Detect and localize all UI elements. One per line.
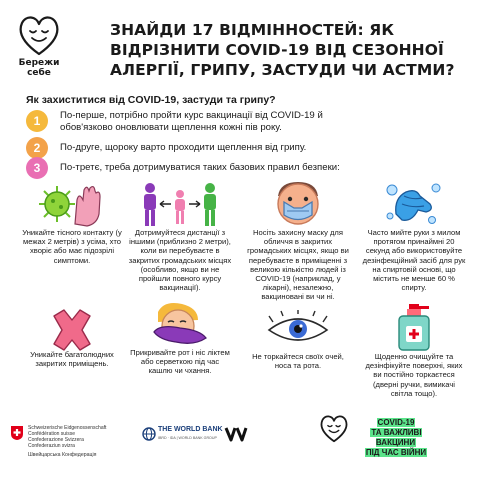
step-1-text: По-перше, потрібно пройти курс вакцинації від COVID-19 й обов'язково оновлювати щеплення кожні пів року. [60,110,323,133]
swiss-cross-icon [10,425,24,441]
step-1 [26,110,360,134]
swiss-government-text [28,425,128,449]
world-bank-name: THE WORLD BANK [158,426,223,433]
swiss-line-3: Confederazione Svizzera [28,437,84,443]
campaign-line-3: ПІД ЧАС ВІЙНИ [365,448,427,457]
crossed-people-icon [48,308,96,352]
tip-dont-touch-face-text: Не торкайтеся своїх очей, носа та рота. [252,352,344,371]
campaign-heart-icon [318,414,350,444]
handwash-icon [382,180,446,228]
world-bank-globe-icon [142,427,156,441]
step-2 [26,137,390,159]
swiss-line-1: Schweizerische Eidgenossenschaft [28,425,107,431]
swiss-line-4: Confederaziun svizra [28,443,75,449]
sanitizer-icon [391,302,437,352]
virus-hand-icon [37,180,107,228]
eye-icon [265,310,331,348]
brand-name-line2: себе [27,68,51,78]
sneeze-face-icon [150,302,210,348]
step-1-number: 1 [26,110,48,132]
campaign-line-2: ТА ВАЖЛИВІ ВАКЦИНИ [371,428,422,447]
tip-wear-mask-text: Носіть захисну маску для обличчя в закритих громадських місцях, якщо ви перебуваєте в приміщенні з великою кількістю людей із COVID-19 (наприклад, у лікарні), незалежно, вакциновані ви чи ні. [247,228,349,302]
tip-disinfect-text: Щоденно очищуйте та дезінфікуйте поверхні, яких ви постійно торкаєтеся (дверні ручки, вимикачі світла тощо). [365,352,463,398]
tip-keep-distance-text: Дотримуйтеся дистанції з іншими (приблизно 2 метри), коли ви перебуваєте в закритих громадських місцях (особливо, якщо ви не пройшли повного курсу вакцинації). [128,228,232,293]
brand-logo [14,14,64,78]
step-2-text: По-друге, щороку варто проходити щеплення від грипу. [60,142,307,153]
tip-wash-hands-text: Часто мийте руки з милом протягом принаймні 20 секунд або використовуйте дезінфекційний засіб для рук на спиртовій основі, що містить не менше 60 % спирту. [362,228,466,293]
campaign-line-1: COVID-19 [377,418,415,427]
step-3-number: 3 [26,157,48,179]
v-mark-icon [224,426,248,442]
campaign-label [350,418,442,458]
step-3-text: По-третє, треба дотримуватися таких базових правил безпеки: [60,162,340,173]
tip-avoid-crowds-text: Уникайте багатолюдних закритих приміщень. [30,350,114,369]
swiss-ua-text: Швейцарська Конфедерація [28,452,97,458]
brand-name-line1: Бережи [18,58,60,68]
world-bank-sub: IBRD · IDA | WORLD BANK GROUP [158,436,217,440]
step-3 [26,157,420,179]
distance-people-icon [138,180,222,228]
tip-avoid-contact-text: Уникайте тісного контакту (у межах 2 метрів) з усіма, хто хворіє або має підозрілі симптоми. [22,228,122,265]
brand-name [14,58,64,78]
swiss-line-2: Confédération suisse [28,431,75,437]
tip-cover-cough-text: Прикривайте рот і ніс ліктем або серветкою під час кашлю чи чхання. [130,348,230,376]
heart-face-icon [16,14,62,58]
step-2-number: 2 [26,137,48,159]
masked-face-icon [270,180,326,228]
section-question: Як захиститися від COVID-19, застуди та грипу? [26,94,276,106]
page-title: ЗНАЙДИ 17 ВІДМІННОСТЕЙ: ЯК ВІДРІЗНИТИ COVID-19 ВІД СЕЗОННОЇ АЛЕРГІЇ, ГРИПУ, ЗАСТУДИ ЧИ АСТМИ? [110,21,455,79]
